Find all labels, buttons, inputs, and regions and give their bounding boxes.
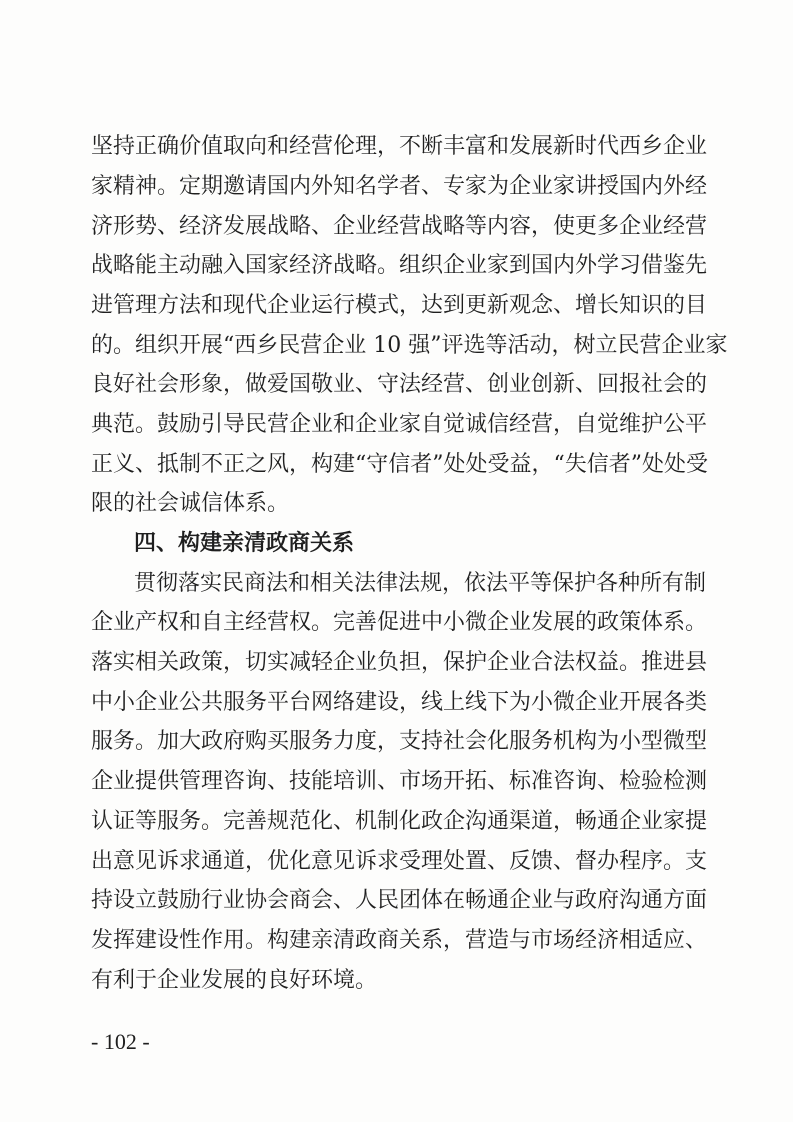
paragraph-line: 出意见诉求通道，优化意见诉求受理处置、反馈、督办程序。支 [91, 849, 708, 874]
paragraph-line: 进管理方法和现代企业运行模式，达到更新观念、增长知识的目 [91, 293, 708, 318]
paragraph-line: 济形势、经济发展战略、企业经营战略等内容，使更多企业经营 [91, 214, 708, 239]
paragraph-line: 限的社会诚信体系。 [91, 491, 290, 516]
paragraph-line: 坚持正确价值取向和经营伦理，不断丰富和发展新时代西乡企业 [91, 134, 708, 159]
paragraph-line: 的。组织开展“西乡民营企业 10 强”评选等活动，树立民营企业家 [91, 333, 728, 358]
paragraph-line: 家精神。定期邀请国内外知名学者、专家为企业家讲授国内外经 [91, 174, 708, 199]
paragraph-line: 正义、抵制不正之风，构建“守信者”处处受益，“失信者”处处受 [91, 452, 708, 477]
paragraph-line: 认证等服务。完善规范化、机制化政企沟通渠道，畅通企业家提 [91, 809, 708, 834]
paragraph-line: 持设立鼓励行业协会商会、人民团体在畅通企业与政府沟通方面 [91, 888, 708, 913]
page-number: - 102 - [91, 1029, 150, 1054]
paragraph-line: 良好社会形象，做爱国敬业、守法经营、创业创新、回报社会的 [91, 372, 708, 397]
paragraph-line: 企业提供管理咨询、技能培训、市场开拓、标准咨询、检验检测 [91, 769, 708, 794]
paragraph-first-line: 贯彻落实民商法和相关法律法规，依法平等保护各种所有制 [134, 571, 707, 596]
paragraph-line: 落实相关政策，切实减轻企业负担，保护企业合法权益。推进县 [91, 650, 708, 675]
section-heading: 四、构建亲清政商关系 [134, 531, 355, 556]
paragraph-line: 发挥建设性作用。构建亲清政商关系，营造与市场经济相适应、 [91, 928, 708, 953]
paragraph-line: 有利于企业发展的良好环境。 [91, 968, 378, 993]
paragraph-line: 战略能主动融入国家经济战略。组织企业家到国内外学习借鉴先 [91, 253, 708, 278]
paragraph-line: 中小企业公共服务平台网络建设，线上线下为小微企业开展各类 [91, 690, 708, 715]
paragraph-line: 典范。鼓励引导民营企业和企业家自觉诚信经营，自觉维护公平 [91, 412, 708, 437]
paragraph-line: 企业产权和自主经营权。完善促进中小微企业发展的政策体系。 [91, 610, 708, 635]
paragraph-line: 服务。加大政府购买服务力度，支持社会化服务机构为小型微型 [91, 729, 708, 754]
